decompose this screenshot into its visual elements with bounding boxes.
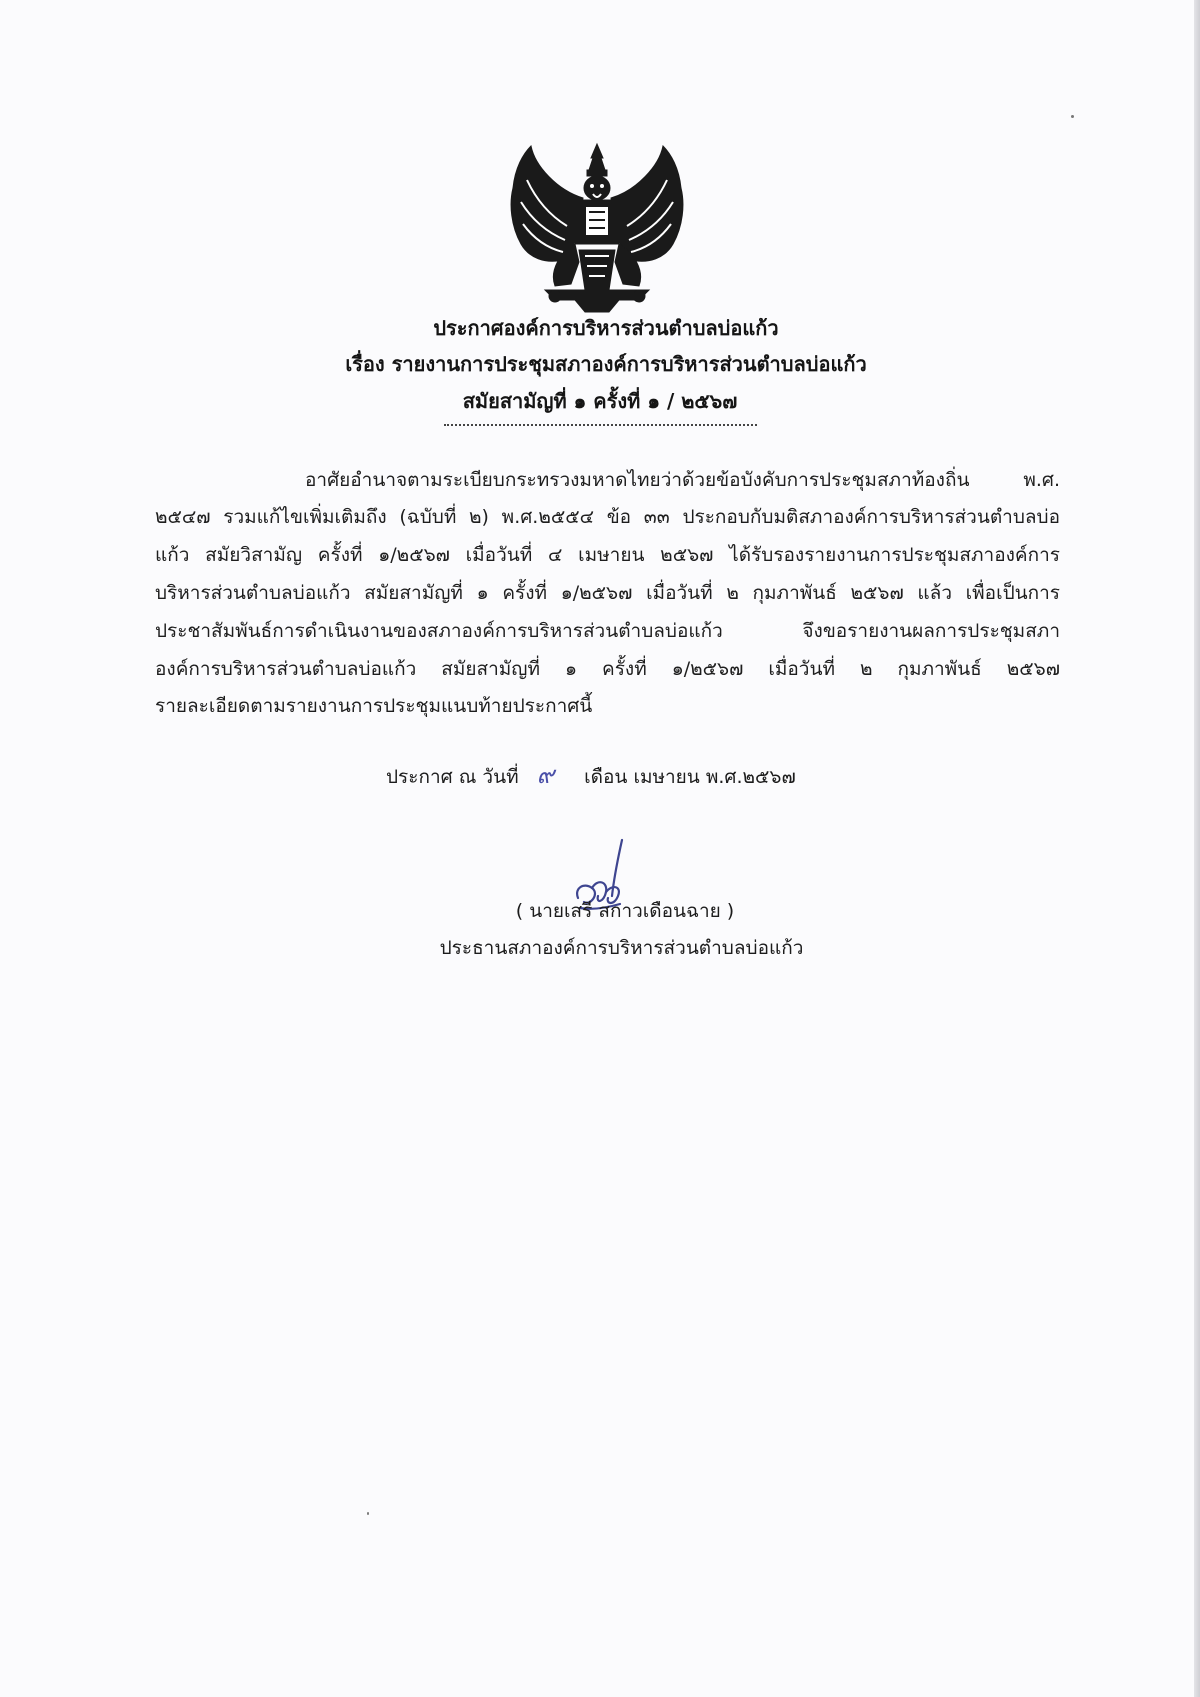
page-edge-shadow xyxy=(1194,0,1200,1697)
body-line-6: องค์การบริหารส่วนตำบลบ่อแก้ว สมัยสามัญที่ ๑ ครั้งที่ ๑/๒๕๖๗ เมื่อวันที่ ๒ กุมภาพันธ์ ๒๕๖๗ xyxy=(155,658,1060,680)
body-line-7: รายละเอียดตามรายงานการประชุมแนบท้ายประกาศนี้ xyxy=(155,695,593,717)
header-divider xyxy=(444,424,757,426)
dateline-prefix: ประกาศ ณ วันที่ xyxy=(386,766,519,788)
signatory-name: ( นายเสรี สกาวเดือนฉาย ) xyxy=(515,900,735,922)
announcement-session: สมัยสามัญที่ ๑ ครั้งที่ ๑ / ๒๕๖๗ xyxy=(462,389,738,413)
scan-speck xyxy=(1071,115,1074,118)
body-line-4: บริหารส่วนตำบลบ่อแก้ว สมัยสามัญที่ ๑ ครั้งที่ ๑/๒๕๖๗ เมื่อวันที่ ๒ กุมภาพันธ์ ๒๕๖๗ แล้ว เพื่อเป็นการ xyxy=(155,582,1060,604)
scan-speck xyxy=(367,1512,369,1515)
body-line-1: อาศัยอำนาจตามระเบียบกระทรวงมหาดไทยว่าด้วยข้อบังคับการประชุมสภาท้องถิ่น พ.ศ. xyxy=(305,469,1060,491)
dateline-day-handwritten: ๙ xyxy=(536,761,555,789)
announcement-subject: เรื่อง รายงานการประชุมสภาองค์การบริหารส่วนตำบลบ่อแก้ว xyxy=(345,352,867,376)
signatory-position: ประธานสภาองค์การบริหารส่วนตำบลบ่อแก้ว xyxy=(439,937,804,959)
announcement-title: ประกาศองค์การบริหารส่วนตำบลบ่อแก้ว xyxy=(433,316,779,340)
dateline xyxy=(386,760,796,792)
signatory-position-row xyxy=(0,934,1200,962)
garuda-emblem-icon xyxy=(505,140,689,315)
body-line-5: ประชาสัมพันธ์การดำเนินงานของสภาองค์การบริหารส่วนตำบลบ่อแก้ว จึงขอรายงานผลการประชุมสภา xyxy=(155,620,1060,642)
signatory-name-row xyxy=(0,897,1200,925)
body-line-3: แก้ว สมัยวิสามัญ ครั้งที่ ๑/๒๕๖๗ เมื่อวันที่ ๔ เมษายน ๒๕๖๗ ได้รับรองรายงานการประชุมสภาองค์การ xyxy=(155,544,1060,566)
body-line-2: ๒๕๔๗ รวมแก้ไขเพิ่มเติมถึง (ฉบับที่ ๒) พ.ศ.๒๕๕๔ ข้อ ๓๓ ประกอบกับมติสภาองค์การบริหารส่วนตำบลบ่อ xyxy=(155,506,1060,528)
dateline-month-year: เดือน เมษายน พ.ศ.๒๕๖๗ xyxy=(584,766,796,788)
